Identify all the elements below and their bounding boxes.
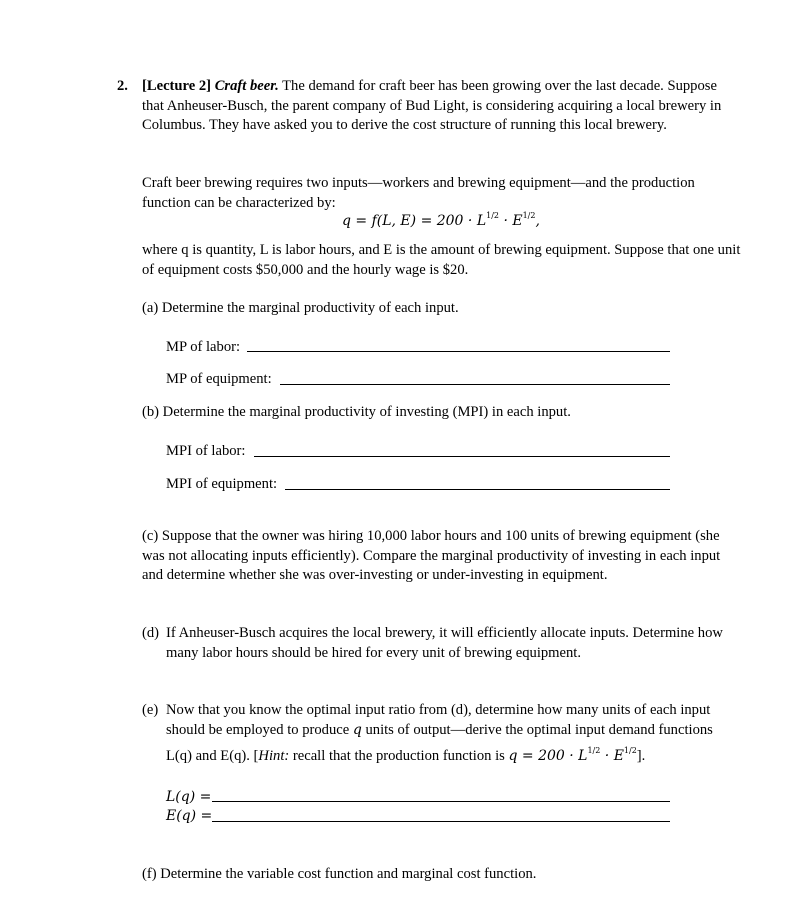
labor-exponent: 1/2 — [486, 211, 499, 220]
part-c-question: (c) Suppose that the owner was hiring 10,000 labor hours and 100 units of brewing equipment (she was not allocating inputs efficiently). Compare the marginal productivity of investing in each input and determine whether she was over-investing or under-investing in equipment. — [142, 528, 721, 583]
part-b-question: (b) Determine the marginal productivity of investing (MPI) in each input. — [142, 404, 571, 420]
mpi-equipment-label: MPI of equipment: — [166, 476, 278, 492]
mp-labor-label: MP of labor: — [166, 339, 241, 355]
part-a-question: (a) Determine the marginal productivity of each input. — [142, 300, 459, 316]
part-e-question: Now that you know the optimal input ratio from (d), determine how many units of each input should be employed to produce q units of output—derive the optimal input demand functions — [166, 702, 713, 738]
hint-equation: $q = 200 \cdot L^{1/2} \cdot E^{1/2}$ — [508, 746, 637, 764]
eq-answer-line[interactable] — [212, 821, 670, 822]
problem-title: Craft beer. — [214, 78, 279, 94]
problem-intro — [142, 77, 742, 136]
production-paragraph: Craft beer brewing requires two inputs—workers and brewing equipment—and the production function can be characterized by: — [142, 175, 695, 211]
part-d-question: If Anheuser-Busch acquires the local brewery, it will efficiently allocate inputs. Determine how many labor hours should be hired for every unit of brewing equipment. — [166, 625, 723, 661]
hint-label: Hint: — [258, 748, 290, 764]
mpi-labor-label: MPI of labor: — [166, 443, 246, 459]
problem-number: 2. — [117, 78, 128, 94]
part-d-label: (d) — [142, 625, 160, 641]
mpi-labor-answer-line[interactable] — [254, 456, 670, 457]
eq-label: E(q) = — [166, 808, 213, 824]
mp-equipment-label: MP of equipment: — [166, 371, 272, 387]
mp-labor-answer-line[interactable] — [247, 351, 670, 352]
lq-answer-line[interactable] — [212, 801, 670, 802]
mp-equipment-answer-line[interactable] — [280, 384, 670, 385]
q-symbol: q — [352, 721, 362, 738]
part-f-question: (f) Determine the variable cost function and marginal cost function. — [142, 866, 537, 882]
equipment-exponent: 1/2 — [522, 211, 536, 220]
part-e-label: (e) — [142, 702, 159, 718]
intro-text: The demand for craft beer has been growing over the last decade. Suppose that Anheuser-Busch, the parent company of Bud Light, is considering acquiring a local brewery in Columbus. They have asked you to derive the cost structure of running this local brewery. — [142, 78, 722, 133]
cost-paragraph: where q is quantity, L is labor hours, and E is the amount of brewing equipment. Suppose that one unit of equipment costs $50,000 and the hourly wage is $20. — [142, 242, 741, 278]
production-equation: q = f(L, $E) = 200 \cdot L^{1/2} \cdot E^{1/2}$, — [342, 211, 540, 229]
lq-label: L(q) = — [166, 789, 212, 805]
mpi-equipment-answer-line[interactable] — [285, 489, 670, 490]
part-e-hint-line: L(q) and E(q). [Hint: recall that the production function is $q = 200 \cdot L^{1/2} \cdot E^{1/2}$]. — [166, 746, 646, 764]
lecture-tag: [Lecture 2] — [142, 78, 212, 94]
